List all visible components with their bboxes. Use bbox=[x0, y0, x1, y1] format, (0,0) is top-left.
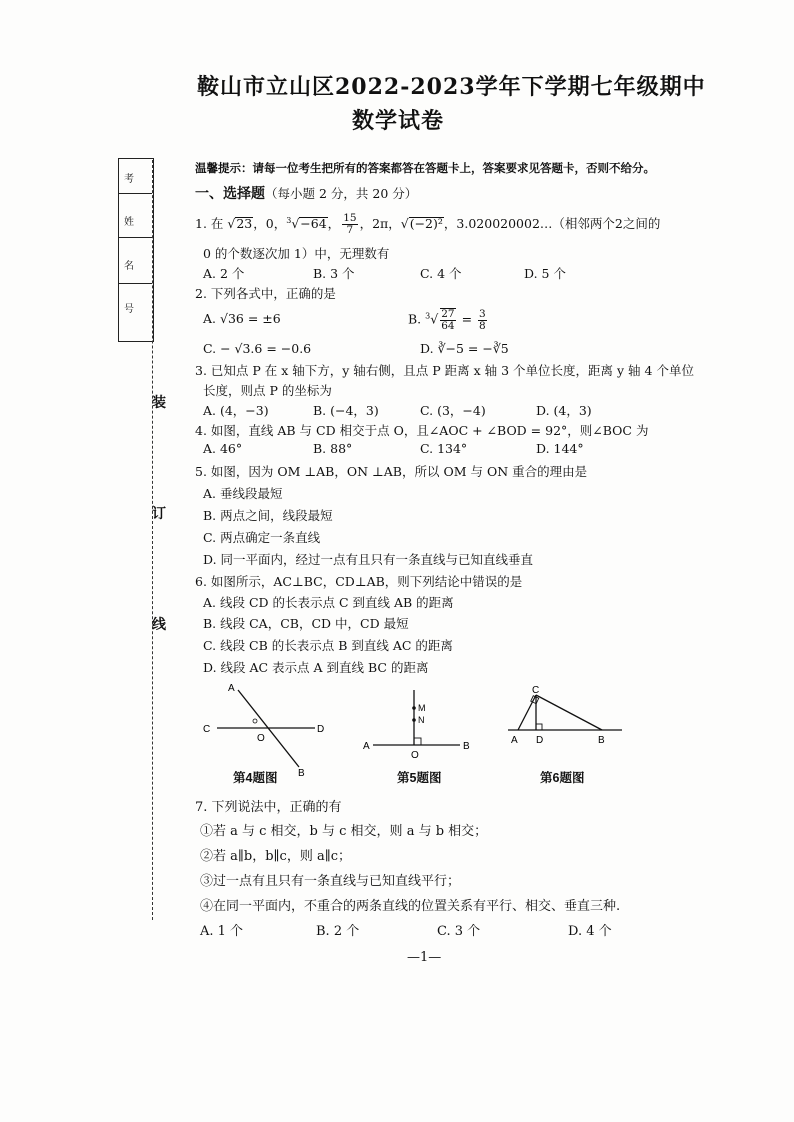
question-4-stem: 4. 如图，直线 AB 与 CD 相交于点 O，且∠AOC + ∠BOD = 92°，则∠BOC 为 bbox=[195, 423, 649, 438]
side-field-4: 号 bbox=[124, 304, 134, 315]
fig5-label-b: B bbox=[463, 741, 470, 752]
fig4-label-o: O bbox=[257, 733, 265, 744]
fig5-label-a: A bbox=[363, 741, 370, 752]
q7-option-a[interactable]: A. 1 个 bbox=[200, 924, 244, 939]
figure-4 bbox=[195, 680, 335, 780]
fig4-label-b: B bbox=[298, 768, 305, 779]
side-field-3: 名 bbox=[124, 261, 134, 272]
figure-5 bbox=[360, 685, 480, 765]
q2-option-a[interactable]: A. √36 = ±6 bbox=[203, 311, 281, 326]
figure-6 bbox=[500, 680, 630, 760]
fig6-caption: 第6题图 bbox=[540, 771, 585, 785]
question-3-stem: 3. 已知点 P 在 x 轴下方，y 轴右侧，且点 P 距离 x 轴 3 个单位长度，距离 y 轴 4 个单位 bbox=[195, 363, 694, 378]
q2-option-c[interactable]: C. − √3.6 = −0.6 bbox=[203, 341, 312, 356]
expr-sqrt-neg2-sq: √(−2)² bbox=[400, 216, 443, 232]
fig5-right-angle bbox=[414, 738, 421, 745]
exam-subtitle: 数学试卷 bbox=[352, 108, 445, 134]
side-field-1: 考 bbox=[124, 174, 134, 185]
fig6-label-a: A bbox=[511, 735, 518, 746]
fig4-caption: 第4题图 bbox=[233, 771, 278, 785]
exam-title: 鞍山市立山区2022-2023学年下学期七年级期中 bbox=[197, 74, 706, 100]
q3-option-b[interactable]: B. (−4，3) bbox=[313, 403, 379, 418]
fig4-label-d: D bbox=[317, 724, 325, 735]
q4-option-b[interactable]: B. 88° bbox=[313, 441, 353, 456]
section-heading: 一、选择题（每小题 2 分，共 20 分） bbox=[195, 186, 418, 202]
q7-item-4: ④在同一平面内，不重合的两条直线的位置关系有平行、相交、垂直三种. bbox=[200, 899, 621, 914]
fig6-right-angle-d bbox=[536, 724, 542, 730]
q4-option-d[interactable]: D. 144° bbox=[536, 441, 584, 456]
fig5-label-n: N bbox=[418, 715, 425, 725]
exam-notice: 温馨提示：请每一位考生把所有的答案都答在答题卡上，答案要求见答题卡，否则不给分。 bbox=[195, 161, 655, 175]
q1-option-b[interactable]: B. 3 个 bbox=[313, 266, 355, 281]
question-2-stem: 2. 下列各式中，正确的是 bbox=[195, 286, 336, 301]
binding-mark-zhuang: 装 bbox=[152, 395, 166, 411]
q1-option-c[interactable]: C. 4 个 bbox=[420, 266, 462, 281]
q4-option-a[interactable]: A. 46° bbox=[203, 441, 243, 456]
binding-mark-ding: 订 bbox=[152, 506, 166, 522]
q4-option-c[interactable]: C. 134° bbox=[420, 441, 468, 456]
fig4-angle-mark bbox=[253, 719, 257, 723]
q7-item-1: ①若 a 与 c 相交，b 与 c 相交，则 a 与 b 相交； bbox=[200, 824, 488, 839]
q6-option-a[interactable]: A. 线段 CD 的长表示点 C 到直线 AB 的距离 bbox=[203, 595, 454, 610]
fig6-seg-cb bbox=[536, 695, 602, 730]
fig6-seg-ac bbox=[518, 695, 536, 730]
fig5-point-m bbox=[412, 706, 416, 710]
q3-option-d[interactable]: D. (4，3) bbox=[536, 403, 592, 418]
question-1-line2: 0 的个数逐次加 1）中，无理数有 bbox=[203, 246, 390, 261]
question-3-stem2: 长度，则点 P 的坐标为 bbox=[203, 383, 332, 398]
q7-item-2: ②若 a∥b，b∥c，则 a∥c； bbox=[200, 849, 351, 864]
expr-sqrt23: √23 bbox=[227, 216, 253, 232]
q1-option-a[interactable]: A. 2 个 bbox=[203, 266, 245, 281]
q3-option-c[interactable]: C. (3，−4) bbox=[420, 403, 486, 418]
q6-option-c[interactable]: C. 线段 CB 的长表示点 B 到直线 AC 的距离 bbox=[203, 638, 453, 653]
q2-option-d[interactable]: D. ∛−5 = −∛5 bbox=[420, 341, 509, 356]
fig6-label-d: D bbox=[536, 735, 544, 746]
q6-option-b[interactable]: B. 线段 CA，CB，CD 中，CD 最短 bbox=[203, 616, 409, 631]
binding-line bbox=[152, 160, 153, 920]
expr-cbrt-neg64: $^3$√−64 bbox=[286, 215, 327, 232]
fig4-label-c: C bbox=[203, 724, 211, 735]
q6-option-d[interactable]: D. 线段 AC 表示点 A 到直线 BC 的距离 bbox=[203, 660, 429, 675]
q3-option-a[interactable]: A. (4，−3) bbox=[203, 403, 269, 418]
fig5-caption: 第5题图 bbox=[397, 771, 442, 785]
expr-frac-15-7: $\frac{15}{7}$ bbox=[343, 212, 357, 237]
question-7-stem: 7. 下列说法中，正确的有 bbox=[195, 800, 342, 815]
q7-item-3: ③过一点有且只有一条直线与已知直线平行； bbox=[200, 874, 461, 889]
q5-option-b[interactable]: B. 两点之间，线段最短 bbox=[203, 508, 333, 523]
q5-option-d[interactable]: D. 同一平面内，经过一点有且只有一条直线与已知直线垂直 bbox=[203, 552, 534, 567]
fig5-label-o: O bbox=[411, 750, 419, 761]
q1-option-d[interactable]: D. 5 个 bbox=[524, 266, 566, 281]
question-6-stem: 6. 如图所示，AC⊥BC，CD⊥AB，则下列结论中错误的是 bbox=[195, 574, 523, 589]
page-number: —1— bbox=[407, 950, 442, 965]
question-1-stem: 1. 在 √23，0，$^3$√−64， $\frac{15}{7}$ ，2π，√(−2)²，3.020020002…（相邻两个2之间的 bbox=[195, 212, 661, 237]
q5-option-a[interactable]: A. 垂线段最短 bbox=[203, 486, 283, 501]
fig5-point-n bbox=[412, 718, 416, 722]
q7-option-b[interactable]: B. 2 个 bbox=[316, 924, 360, 939]
side-field-2: 姓 bbox=[124, 217, 134, 228]
fig5-label-m: M bbox=[418, 703, 426, 713]
q2-option-b[interactable]: B. $^3$√ $\frac{27}{64}$ = $\frac{3}{8}$ bbox=[408, 307, 486, 333]
fig4-label-a: A bbox=[228, 683, 235, 694]
q7-option-d[interactable]: D. 4 个 bbox=[568, 924, 612, 939]
fig6-label-c: C bbox=[532, 685, 540, 696]
fig6-label-b: B bbox=[598, 735, 605, 746]
q5-option-c[interactable]: C. 两点确定一条直线 bbox=[203, 530, 321, 545]
binding-mark-xian: 线 bbox=[152, 617, 166, 633]
question-5-stem: 5. 如图，因为 OM ⊥AB，ON ⊥AB，所以 OM 与 ON 重合的理由是 bbox=[195, 464, 588, 479]
q7-option-c[interactable]: C. 3 个 bbox=[437, 924, 481, 939]
